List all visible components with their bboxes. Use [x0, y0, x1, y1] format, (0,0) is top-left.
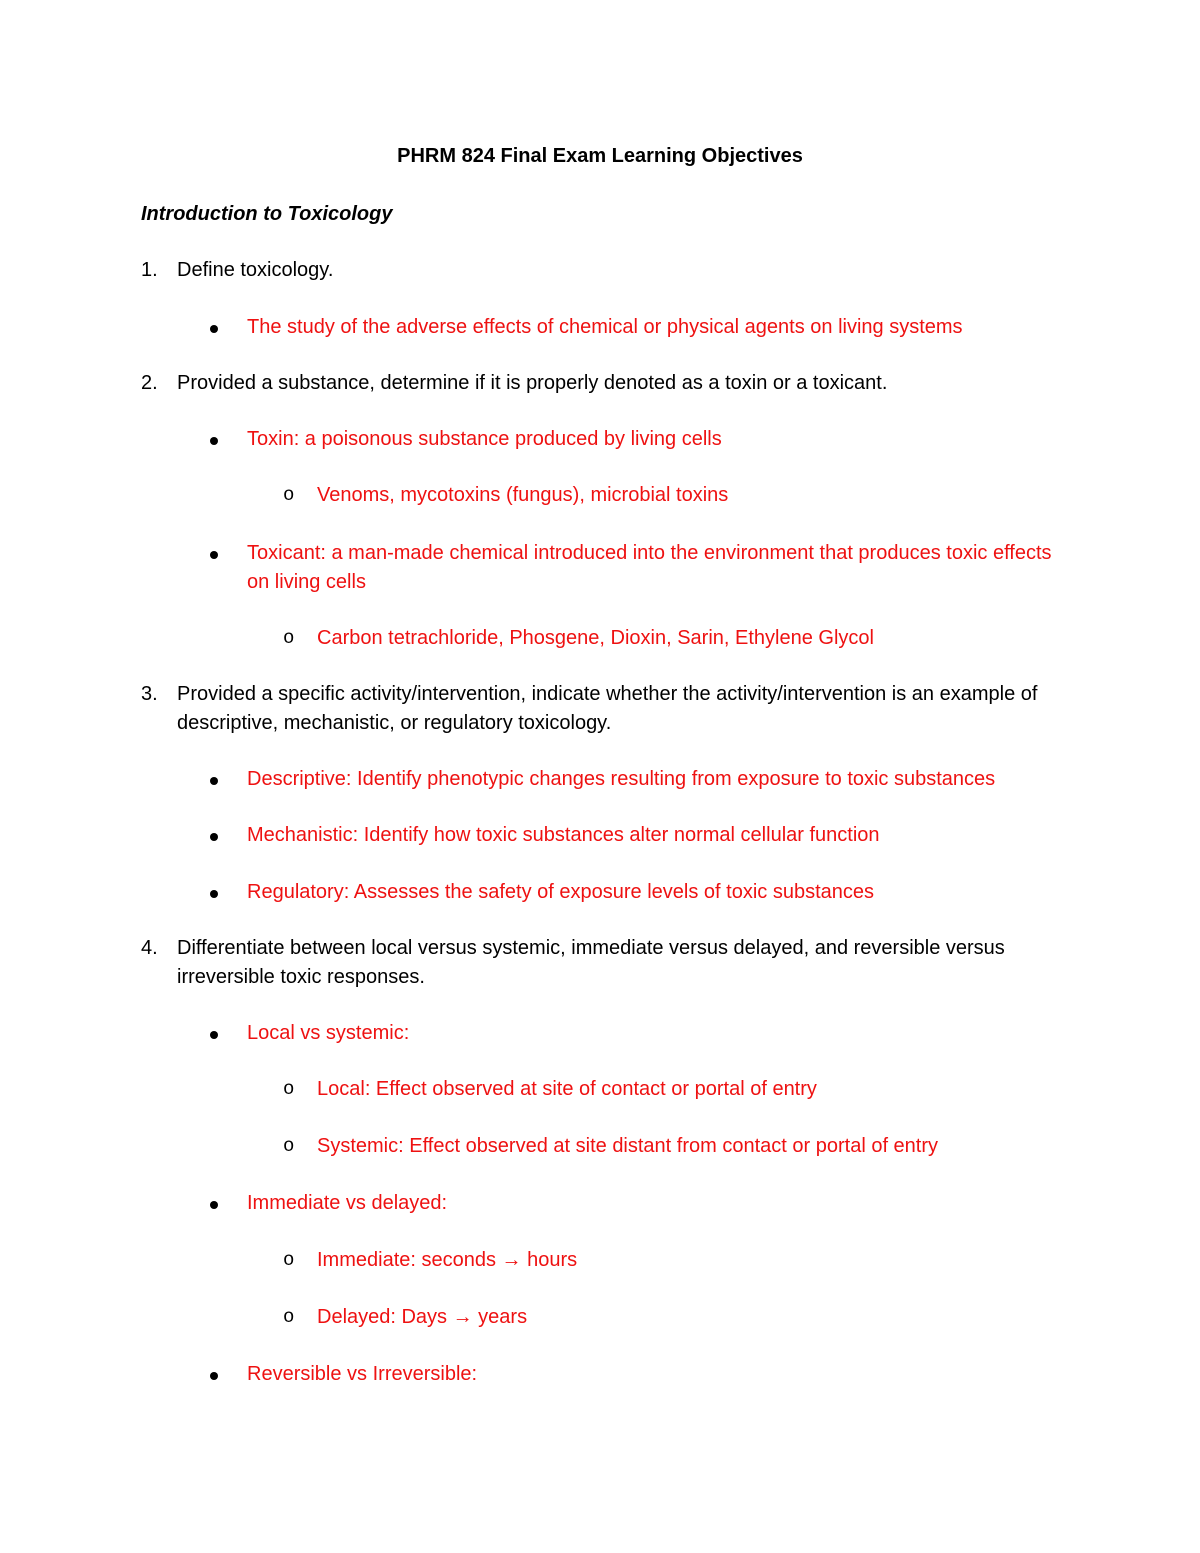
- objective-number: 4.: [141, 937, 158, 959]
- circle-bullet-icon: o: [283, 484, 295, 506]
- answer-text: Immediate: seconds → hours: [317, 1249, 578, 1271]
- circle-bullet-icon: o: [283, 1078, 295, 1100]
- answer-subbullet: [283, 481, 1063, 510]
- answer-text: Venoms, mycotoxins (fungus), microbial toxins: [317, 484, 729, 506]
- answer-text: Descriptive: Identify phenotypic changes resulting from exposure to toxic substances: [247, 768, 996, 790]
- answer-text: Carbon tetrachloride, Phosgene, Dioxin, Sarin, Ethylene Glycol: [317, 627, 874, 649]
- objective-4: [141, 934, 1061, 991]
- section-heading: Introduction to Toxicology: [141, 203, 393, 225]
- answer-bullet: [210, 821, 1060, 850]
- answer-subbullet: [283, 624, 1063, 653]
- disc-icon: [210, 1201, 218, 1209]
- answer-text: Systemic: Effect observed at site distant from contact or portal of entry: [317, 1135, 939, 1157]
- objective-text: Provided a specific activity/intervention, indicate whether the activity/intervention is an example of descriptive, mechanistic, or regulatory toxicology.: [177, 683, 1038, 734]
- objective-2: [141, 369, 1061, 398]
- answer-bullet: [210, 425, 1060, 454]
- objective-number: 3.: [141, 683, 158, 705]
- answer-bullet: [210, 313, 1060, 342]
- circle-bullet-icon: o: [283, 1249, 295, 1271]
- answer-subbullet: [283, 1075, 1063, 1104]
- disc-icon: [210, 551, 218, 559]
- answer-text: The study of the adverse effects of chemical or physical agents on living systems: [247, 316, 963, 338]
- answer-text: Regulatory: Assesses the safety of exposure levels of toxic substances: [247, 881, 874, 903]
- answer-text: Reversible vs Irreversible:: [247, 1363, 478, 1385]
- document-title: PHRM 824 Final Exam Learning Objectives: [397, 145, 803, 167]
- objective-text: Differentiate between local versus systemic, immediate versus delayed, and reversible versus irreversible toxic responses.: [177, 937, 1005, 988]
- answer-text: Toxin: a poisonous substance produced by living cells: [247, 428, 722, 450]
- disc-icon: [210, 890, 218, 898]
- circle-bullet-icon: o: [283, 627, 295, 649]
- answer-bullet: [210, 1019, 1060, 1048]
- objective-3: [141, 680, 1061, 737]
- objective-number: 1.: [141, 259, 158, 281]
- circle-bullet-icon: o: [283, 1306, 295, 1328]
- answer-text: Local vs systemic:: [247, 1022, 410, 1044]
- objective-text: Define toxicology.: [177, 259, 334, 281]
- disc-icon: [210, 833, 218, 841]
- answer-text: Delayed: Days → years: [317, 1306, 528, 1328]
- disc-icon: [210, 1031, 218, 1039]
- answer-text: Immediate vs delayed:: [247, 1192, 448, 1214]
- circle-bullet-icon: o: [283, 1135, 295, 1157]
- answer-bullet: [210, 1360, 1060, 1389]
- answer-text: Mechanistic: Identify how toxic substances alter normal cellular function: [247, 824, 880, 846]
- answer-bullet: [210, 539, 1060, 596]
- answer-bullet: [210, 765, 1060, 794]
- answer-subbullet: [283, 1303, 1063, 1332]
- answer-subbullet: [283, 1246, 1063, 1275]
- objective-number: 2.: [141, 372, 158, 394]
- disc-icon: [210, 777, 218, 785]
- answer-text: Local: Effect observed at site of contact or portal of entry: [317, 1078, 817, 1100]
- answer-bullet: [210, 1189, 1060, 1218]
- answer-bullet: [210, 878, 1060, 907]
- disc-icon: [210, 1372, 218, 1380]
- answer-text: Toxicant: a man-made chemical introduced into the environment that produces toxic effects on living cells: [247, 542, 1052, 593]
- objective-1: [141, 256, 1061, 285]
- disc-icon: [210, 437, 218, 445]
- objective-text: Provided a substance, determine if it is properly denoted as a toxin or a toxicant.: [177, 372, 888, 394]
- disc-icon: [210, 325, 218, 333]
- answer-subbullet: [283, 1132, 1063, 1161]
